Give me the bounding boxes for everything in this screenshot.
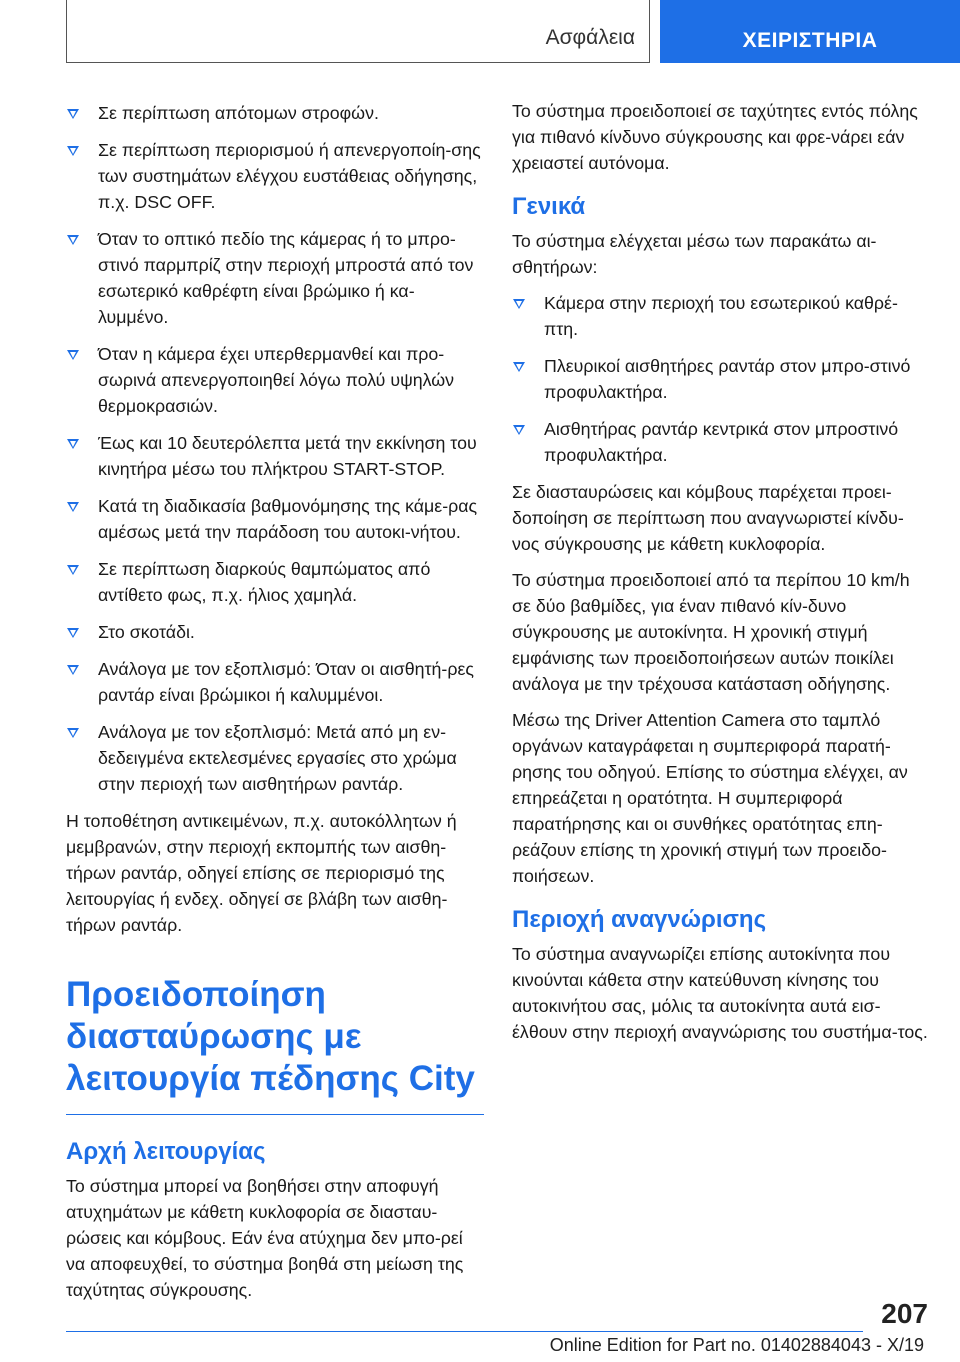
header-section-title: Ασφάλεια <box>545 26 635 49</box>
triangle-bullet-icon <box>67 439 79 449</box>
subsection-heading-principle: Αρχή λειτουργίας <box>66 1138 266 1165</box>
list-item: Σε περίπτωση διαρκούς θαμπώματος από αντίθετο φως, π.χ. ήλιος χαμηλά. <box>66 556 484 608</box>
subsection-heading-detection: Περιοχή αναγνώρισης <box>512 906 767 933</box>
list-item: Όταν η κάμερα έχει υπερθερμανθεί και προ-σωρινά απενεργοποιηθεί λόγω πολύ υψηλών θερμοκρασιών. <box>66 341 484 419</box>
left-column <box>66 100 484 1313</box>
list-item: Σε περίπτωση περιορισμού ή απενεργοποίη-σης των συστημάτων ελέγχου ευστάθειας οδήγησης, π.χ. DSC OFF. <box>66 137 484 215</box>
principle-paragraph: Το σύστημα μπορεί να βοηθήσει στην αποφυγή ατυχημάτων με κάθετη κυκλοφορία σε διασταυ-ρώσεις και κόμβους. Εάν ένα ατύχημα δεν μπο-ρεί να αποφευχθεί, το σύστημα βοηθά στη μείωση της ταχύτητας σύγκρουσης. <box>66 1176 464 1300</box>
driver-camera-paragraph: Μέσω της Driver Attention Camera στο ταμπλό οργάνων καταγράφεται η συμπεριφορά παρατή-ρησης του οδηγού. Επίσης το σύστημα ελέγχει, αν επηρεάζεται η ορατότητα. Η συμπεριφορά παρατήρησης και οι συνθήκες ορατότητας επη-ρεάζουν επίσης τη χρονική στιγμή των προειδο-ποιήσεων. <box>512 710 908 886</box>
list-item: Ανάλογα με τον εξοπλισμό: Μετά από μη εν-δεδειγμένα εκτελεσμένες εργασίες στο χρώμα στην περιοχή των αισθητήρων ραντάρ. <box>66 719 484 797</box>
section-heading: Προειδοποίηση διασταύρωσης με λειτουργία πέδησης City <box>66 974 484 1115</box>
detection-paragraph: Το σύστημα αναγνωρίζει επίσης αυτοκίνητα που κινούνται κάθετα στην κατεύθυνση κίνησης του αυτοκινήτου σας, μόλις τα αυτοκίνητα αυτά εισ-έλθουν στην περιοχή αναγνώρισης του συστήμα-τος. <box>512 944 928 1042</box>
right-column <box>512 98 930 1055</box>
header-chapter-tab <box>660 0 960 63</box>
footer-divider <box>66 1331 863 1332</box>
triangle-bullet-icon <box>513 425 525 435</box>
general-paragraph: Το σύστημα ελέγχεται μέσω των παρακάτω αι-σθητήρων: <box>512 231 877 277</box>
list-item: Κατά τη διαδικασία βαθμονόμησης της κάμε-ρας αμέσως μετά την παράδοση του αυτοκι-νήτου. <box>66 493 484 545</box>
triangle-bullet-icon <box>513 362 525 372</box>
sensor-list <box>512 290 930 468</box>
triangle-bullet-icon <box>67 728 79 738</box>
triangle-bullet-icon <box>67 665 79 675</box>
list-item: Αισθητήρας ραντάρ κεντρικά στον μπροστινό προφυλακτήρα. <box>512 416 930 468</box>
condition-list <box>66 100 484 797</box>
list-item: Κάμερα στην περιοχή του εσωτερικού καθρέ-πτη. <box>512 290 930 342</box>
list-item: Όταν το οπτικό πεδίο της κάμερας ή το μπρο-στινό παρμπρίζ στην περιοχή μπροστά από τον εσωτερικό καθρέφτη είναι βρώμικο ή κα-λυμμένο. <box>66 226 484 330</box>
header-section-box <box>66 0 650 63</box>
list-item: Στο σκοτάδι. <box>66 619 484 645</box>
list-item: Έως και 10 δευτερόλεπτα μετά την εκκίνηση του κινητήρα μέσω του πλήκτρου START-STOP. <box>66 430 484 482</box>
triangle-bullet-icon <box>67 565 79 575</box>
header-chapter-label: ΧΕΙΡΙΣΤΗΡΙΑ <box>742 28 878 52</box>
radar-note-paragraph: Η τοποθέτηση αντικειμένων, π.χ. αυτοκόλλητων ή μεμβρανών, στην περιοχή εκπομπής των αισθη-τήρων ραντάρ, οδηγεί επίσης σε περιορισμό της λειτουργίας ή ενδεχ. οδηγεί σε βλάβη των αισθη-τήρων ραντάρ. <box>66 811 457 935</box>
triangle-bullet-icon <box>67 235 79 245</box>
triangle-bullet-icon <box>513 299 525 309</box>
speed-warning-paragraph: Το σύστημα προειδοποιεί από τα περίπου 10 km/h σε δύο βαθμίδες, για έναν πιθανό κίν-δυνο σύγκρουσης με αυτοκίνητα. Η χρονική στιγμή εμφάνισης των προειδοποιήσεων αυτών ποικίλει ανάλογα με την τρέχουσα κατάσταση οδήγησης. <box>512 570 910 694</box>
triangle-bullet-icon <box>67 628 79 638</box>
page-number: 207 <box>881 1298 928 1329</box>
footer-edition: Online Edition for Part no. 01402884043 - X/19 <box>549 1335 924 1355</box>
intro-paragraph: Το σύστημα προειδοποιεί σε ταχύτητες εντός πόλης για πιθανό κίνδυνο σύγκρουσης και φρε-νάρει εάν χρειαστεί αυτόνομα. <box>512 101 918 173</box>
list-item: Πλευρικοί αισθητήρες ραντάρ στον μπρο-στινό προφυλακτήρα. <box>512 353 930 405</box>
list-item: Ανάλογα με τον εξοπλισμό: Όταν οι αισθητή-ρες ραντάρ είναι βρώμικοι ή καλυμμένοι. <box>66 656 484 708</box>
triangle-bullet-icon <box>67 350 79 360</box>
subsection-heading-general: Γενικά <box>512 193 586 220</box>
triangle-bullet-icon <box>67 109 79 119</box>
crossing-warning-paragraph: Σε διασταυρώσεις και κόμβους παρέχεται προει-δοποίηση σε περίπτωση που αναγνωριστεί κίνδυ-νος σύγκρουσης με κάθετη κυκλοφορία. <box>512 482 904 554</box>
triangle-bullet-icon <box>67 146 79 156</box>
triangle-bullet-icon <box>67 502 79 512</box>
list-item: Σε περίπτωση απότομων στροφών. <box>66 100 484 126</box>
